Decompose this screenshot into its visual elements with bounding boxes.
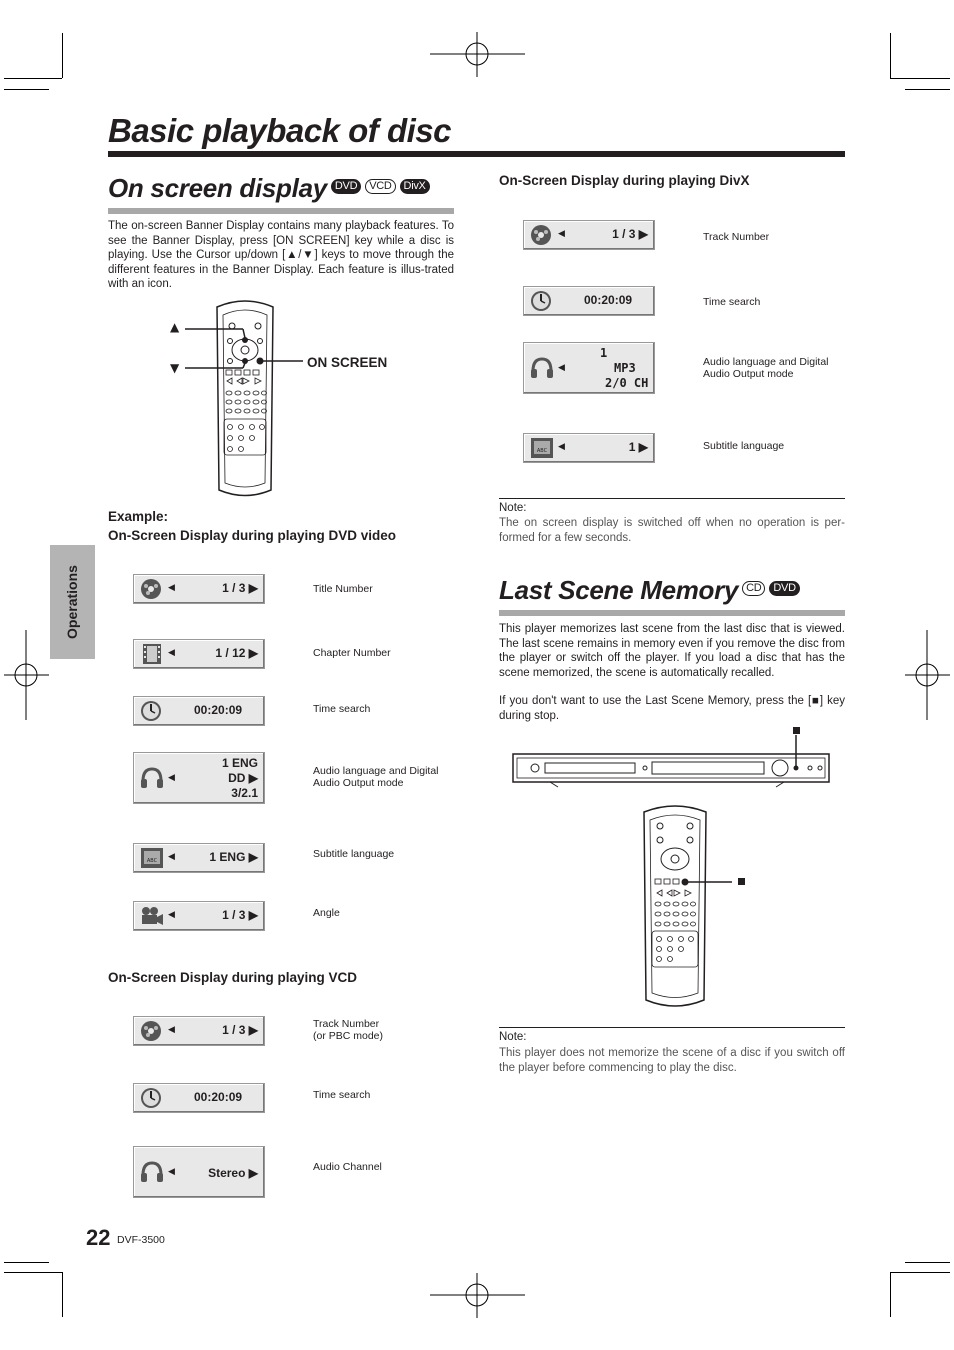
clock-icon — [530, 290, 554, 312]
left-triangle-icon: ◀ — [168, 1167, 175, 1177]
left-triangle-icon: ◀ — [558, 229, 565, 239]
page-number: 22 — [86, 1225, 111, 1250]
osd-value: 1 ENG ▶ — [209, 850, 258, 864]
osd-label: Subtitle language — [703, 440, 785, 452]
on-screen-heading-text: On screen display — [108, 173, 327, 203]
osd-value: 1 ▶ — [628, 440, 648, 454]
remote-control-illustration — [620, 800, 760, 1015]
last-scene-instruction: If you don't want to use the Last Scene Memory, press the [■] key during stop. — [499, 695, 845, 722]
dvd-badge: DVD — [769, 581, 799, 596]
osd-label: Time search — [703, 296, 761, 308]
down-arrow-label: ▼ — [170, 361, 180, 375]
registration-target-right — [905, 630, 950, 720]
osd-label-line: Track Number — [313, 1018, 380, 1030]
osd-value-line: MP3 — [614, 361, 636, 375]
on-screen-key-label: ON SCREEN — [307, 355, 388, 370]
divx-badge: DivX — [400, 179, 430, 194]
up-arrow-label: ▲ — [170, 320, 180, 334]
osd-value: 00:20:09 — [584, 293, 633, 307]
left-triangle-icon: ◀ — [168, 910, 175, 920]
cd-badge: CD — [742, 581, 765, 596]
osd-value-line: 2/0 CH — [605, 376, 649, 390]
film-icon — [140, 643, 164, 665]
page-title: Basic playback of disc — [108, 112, 451, 149]
last-scene-heading — [499, 575, 800, 606]
osd-time-search — [133, 696, 265, 726]
svg-text:ABC: ABC — [536, 448, 548, 454]
vcd-badge: VCD — [365, 179, 395, 194]
section-rule — [499, 610, 845, 616]
osd-value-line: 1 ENG — [221, 756, 258, 770]
osd-value: 1 / 12 ▶ — [215, 646, 258, 660]
osd-value-line: DD ▶ — [228, 771, 258, 785]
osd-label: Subtitle language — [313, 848, 395, 860]
headphone-icon — [140, 1161, 164, 1183]
osd-audio-language — [523, 342, 655, 394]
osd-track-number — [133, 1016, 265, 1046]
svg-text:ABC: ABC — [146, 858, 158, 864]
dvd-player-illustration — [510, 725, 840, 790]
left-triangle-icon: ◀ — [558, 442, 565, 452]
osd-label-line: Audio Output mode — [313, 777, 404, 789]
last-scene-text: This player memorizes last scene from the last disc that is viewed. The last scene remains in memory even if you remove the disc from the player or switch off the player. If you load a disc that has the scene memorized, the scene is automatically recalled. — [499, 623, 845, 679]
osd-value: 1 / 3 ▶ — [222, 1023, 258, 1037]
divx-note-text: The on screen display is switched off when no operation is per-formed for a few seconds. — [499, 517, 845, 544]
osd-label — [313, 1018, 383, 1042]
subtitle-icon — [140, 847, 164, 869]
remote-control-illustration — [165, 295, 405, 505]
section-rule — [108, 208, 454, 214]
note-rule — [499, 498, 845, 499]
osd-track-number — [523, 220, 655, 250]
osd-value: 1 / 3 ▶ — [612, 227, 648, 241]
title-rule — [108, 151, 845, 157]
left-triangle-icon: ◀ — [168, 1025, 175, 1035]
disc-icon — [140, 578, 164, 600]
disc-icon — [530, 224, 554, 246]
osd-audio-language — [133, 752, 265, 804]
note-rule — [499, 1027, 845, 1028]
osd-time-search — [523, 286, 655, 316]
osd-value: 1 / 3 ▶ — [222, 581, 258, 595]
registration-target-top — [430, 32, 525, 77]
osd-label: Time search — [313, 703, 371, 715]
osd-label: Audio Channel — [313, 1161, 382, 1173]
osd-value-lines — [600, 346, 648, 391]
vcd-osd-heading: On-Screen Display during playing VCD — [108, 970, 358, 985]
osd-label: Angle — [313, 907, 340, 919]
clock-icon — [140, 700, 164, 722]
left-triangle-icon: ◀ — [168, 773, 175, 783]
camera-icon — [140, 905, 164, 927]
last-scene-note-label: Note: — [499, 1031, 527, 1043]
left-triangle-icon: ◀ — [168, 583, 175, 593]
osd-value-line: 1 — [600, 346, 608, 360]
osd-value: 00:20:09 — [194, 1090, 243, 1104]
osd-label — [313, 765, 439, 789]
last-scene-note-text: This player does not memorize the scene of a disc if you switch off the player before commencing to play the disc. — [499, 1047, 845, 1074]
osd-value: 1 / 3 ▶ — [222, 908, 258, 922]
osd-label-line: Audio language and Digital — [313, 765, 439, 777]
dvd-badge: DVD — [331, 179, 361, 194]
headphone-icon — [530, 357, 554, 379]
last-scene-heading-text: Last Scene Memory — [499, 575, 739, 605]
on-screen-intro: The on-screen Banner Display contains many playback features. To see the Banner Display, press [ON SCREEN] key while a disc is playing. Use the Cursor up/down [▲/▼] keys to move through the different features in the Banner Display. Each feature is illus-trated with an icon. — [108, 220, 454, 290]
osd-value-line: 3/2.1 — [231, 786, 258, 800]
osd-value: 00:20:09 — [194, 703, 243, 717]
osd-chapter-number — [133, 639, 265, 669]
left-triangle-icon: ◀ — [168, 648, 175, 658]
osd-subtitle-language — [523, 433, 655, 463]
subtitle-icon — [530, 437, 554, 459]
left-triangle-icon: ◀ — [168, 852, 175, 862]
disc-icon — [140, 1020, 164, 1042]
osd-label-line: Audio Output mode — [703, 368, 794, 380]
headphone-icon — [140, 767, 164, 789]
osd-value-lines — [222, 756, 258, 801]
dvd-osd-heading: On-Screen Display during playing DVD video — [108, 528, 397, 543]
osd-label: Chapter Number — [313, 647, 391, 659]
left-triangle-icon: ◀ — [558, 363, 565, 373]
osd-label — [703, 356, 829, 380]
example-heading: Example: — [108, 509, 169, 524]
osd-audio-channel — [133, 1146, 265, 1198]
clock-icon — [140, 1087, 164, 1109]
divx-osd-heading: On-Screen Display during playing DivX — [499, 173, 750, 188]
model-number: DVF-3500 — [117, 1234, 165, 1246]
osd-label-line: Audio language and Digital — [703, 356, 829, 368]
registration-target-bottom — [430, 1273, 525, 1318]
osd-label: Track Number — [703, 231, 770, 243]
osd-label: Time search — [313, 1089, 371, 1101]
osd-label-line: (or PBC mode) — [313, 1030, 384, 1042]
osd-time-search — [133, 1083, 265, 1113]
registration-target-left — [4, 630, 49, 720]
divx-note-label: Note: — [499, 502, 527, 514]
on-screen-heading — [108, 173, 430, 204]
osd-label: Title Number — [313, 583, 373, 595]
side-tab-label: Operations — [64, 565, 80, 639]
osd-title-number — [133, 574, 265, 604]
osd-value: Stereo ▶ — [208, 1166, 258, 1180]
osd-subtitle-language — [133, 843, 265, 873]
osd-angle — [133, 901, 265, 931]
